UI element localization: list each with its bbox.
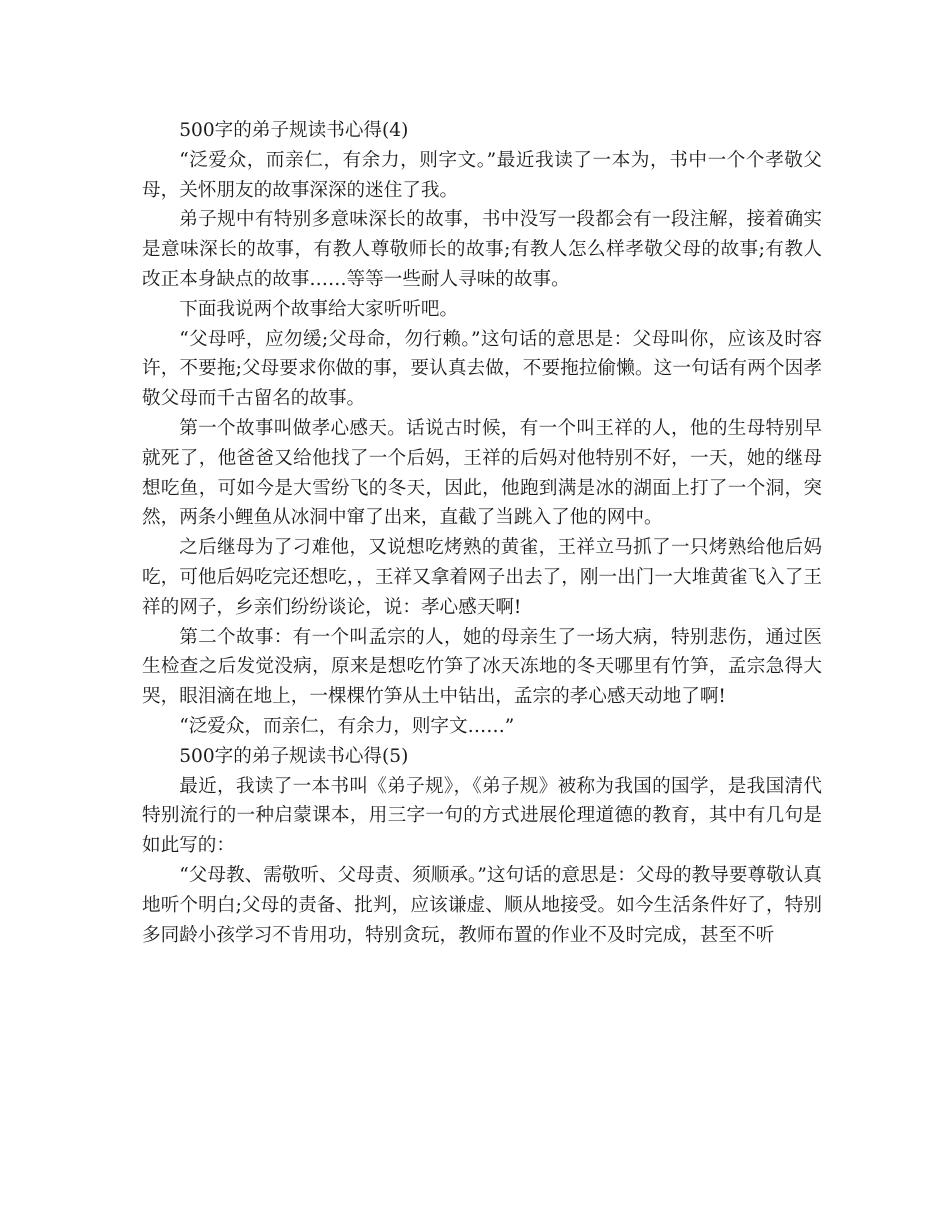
paragraph: “父母呼，应勿缓;父母命，勿行赖。”这句话的意思是：父母叫你，应该及时容许，不要拖;父母要求你做的事，要认真去做，不要拖拉偷懒。这一句话有两个因孝敬父母而千古留名的故事。 (142, 328, 822, 410)
paragraph: 下面我说两个故事给大家听听吧。 (179, 298, 459, 320)
paragraph: “泛爱众，而亲仁，有余力，则字文。”最近我读了一本为，书中一个个孝敬父母，关怀朋友的故事深深的迷住了我。 (142, 149, 822, 201)
paragraph: 之后继母为了刁难他，又说想吃烤熟的黄雀，王祥立马抓了一只烤熟给他后妈吃，可他后妈吃完还想吃，，王祥又拿着网子出去了，刚一出门一大堆黄雀飞入了王祥的网子，乡亲们纷纷谈论，说：孝心感天啊! (142, 537, 822, 618)
paragraph: 弟子规中有特别多意味深长的故事，书中没写一段都会有一段注解，接着确实是意味深长的故事，有教人尊敬师长的故事;有教人怎么样孝敬父母的故事;有教人改正本身缺点的故事……等等一些耐人寻味的故事。 (142, 209, 822, 290)
heading-essay-4: 500字的弟子规读书心得(4) (179, 120, 409, 141)
paragraph: “父母教、需敬听、父母责、须顺承。”这句话的意思是：父母的教导要尊敬认真地听个明白;父母的责备、批判，应该谦虚、顺从地接受。如今生活条件好了，特别多同龄小孩学习不肯用功，特别贪玩，教师布置的作业不及时完成，甚至不听 (142, 864, 822, 946)
paragraph: “泛爱众，而亲仁，有余力，则字文……” (179, 715, 515, 737)
paragraph: 第二个故事：有一个叫孟宗的人，她的母亲生了一场大病，特别悲伤，通过医生检查之后发觉没病，原来是想吃竹笋了冰天冻地的冬天哪里有竹笋，孟宗急得大哭，眼泪滴在地上，一棵棵竹笋从土中钻出，孟宗的孝心感天动地了啊! (142, 626, 822, 708)
paragraph: 第一个故事叫做孝心感天。话说古时候，有一个叫王祥的人，他的生母特别早就死了，他爸爸又给他找了一个后妈，王祥的后妈对他特别不好，一天，她的继母想吃鱼，可如今是大雪纷飞的冬天，因此，他跑到满是冰的湖面上打了一个洞，突然，两条小鲤鱼从冰洞中窜了出来，直截了当跳入了他的网中。 (142, 417, 822, 529)
paragraph: 最近，我读了一本书叫《弟子规》，《弟子规》被称为我国的国学，是我国清代特别流行的一种启蒙课本，用三字一句的方式进展伦理道德的教育，其中有几句是如此写的： (142, 775, 822, 857)
heading-essay-5: 500字的弟子规读书心得(5) (179, 745, 409, 767)
document-page (142, 116, 822, 950)
